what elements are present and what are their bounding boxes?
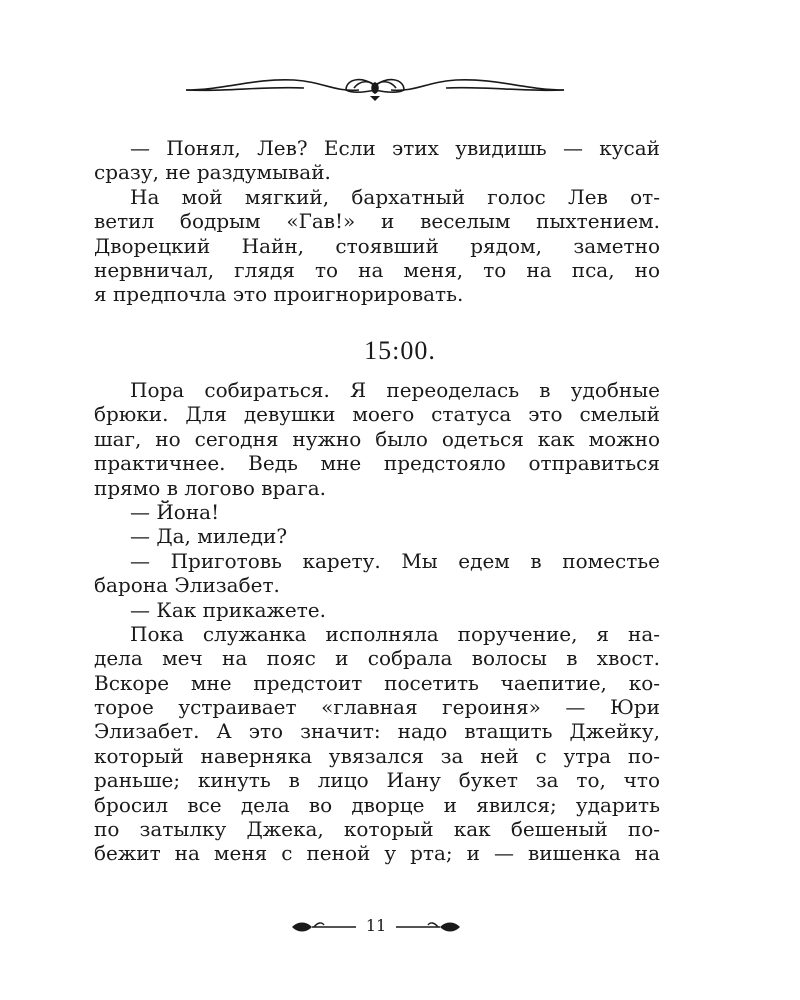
text-line: практичнее. Ведь мне предстояло отправиться — [94, 451, 660, 476]
text-line: нервничал, глядя то на меня, то на пса, но — [94, 257, 660, 282]
text-line: На мой мягкий, бархатный голос Лев от- — [130, 184, 660, 209]
text-line: по затылку Джека, который как бешеный по- — [94, 817, 660, 842]
text-line: торое устраивает «главная героиня» — Юри — [94, 695, 660, 720]
text-line: барона Элизабет. — [94, 573, 280, 598]
text-line: бросил все дела во дворце и явился; ударить — [94, 792, 660, 817]
text-line: ветил бодрым «Гав!» и веселым пыхтением. — [94, 209, 660, 234]
text-line: прямо в логово врага. — [94, 475, 326, 500]
text-line: — Приготовь карету. Мы едем в поместье — [130, 548, 660, 573]
text-line: Вскоре мне предстоит посетить чаепитие, ко- — [94, 670, 660, 695]
text-line: брюки. Для девушки моего статуса это смелый — [94, 402, 660, 427]
text-line: Пока служанка исполняла поручение, я на- — [130, 621, 660, 646]
flourish-divider-icon — [184, 70, 566, 102]
page-footer — [290, 914, 462, 940]
text-line: раньше; кинуть в лицо Иану букет за то, что — [94, 768, 660, 793]
text-line: я предпочла это проигнорировать. — [94, 282, 464, 307]
text-line: Дворецкий Найн, стоявший рядом, заметно — [94, 233, 660, 258]
text-line: — Да, миледи? — [130, 524, 288, 549]
time-heading: 15:00. — [364, 336, 436, 365]
text-line: бежит на меня с пеной у рта; и — вишенка на — [94, 841, 660, 866]
text-line: который наверняка увязался за ней с утра по- — [94, 743, 660, 768]
paragraph-block-2 — [94, 378, 660, 866]
text-line: — Йона! — [130, 499, 220, 524]
page-number: 11 — [365, 916, 387, 935]
text-line: шаг, но сегодня нужно было одеться как можно — [94, 426, 660, 451]
text-line: — Как прикажете. — [130, 597, 326, 622]
text-line: сразу, не раздумывай. — [94, 160, 331, 185]
text-line: — Понял, Лев? Если этих увидишь — кусай — [130, 136, 660, 160]
text-line: дела меч на пояс и собрала волосы в хвост. — [94, 646, 660, 671]
text-line: Пора собираться. Я переоделась в удобные — [130, 378, 660, 402]
paragraph-block-1 — [94, 136, 660, 307]
text-line: Элизабет. А это значит: надо втащить Джейку, — [94, 719, 660, 744]
